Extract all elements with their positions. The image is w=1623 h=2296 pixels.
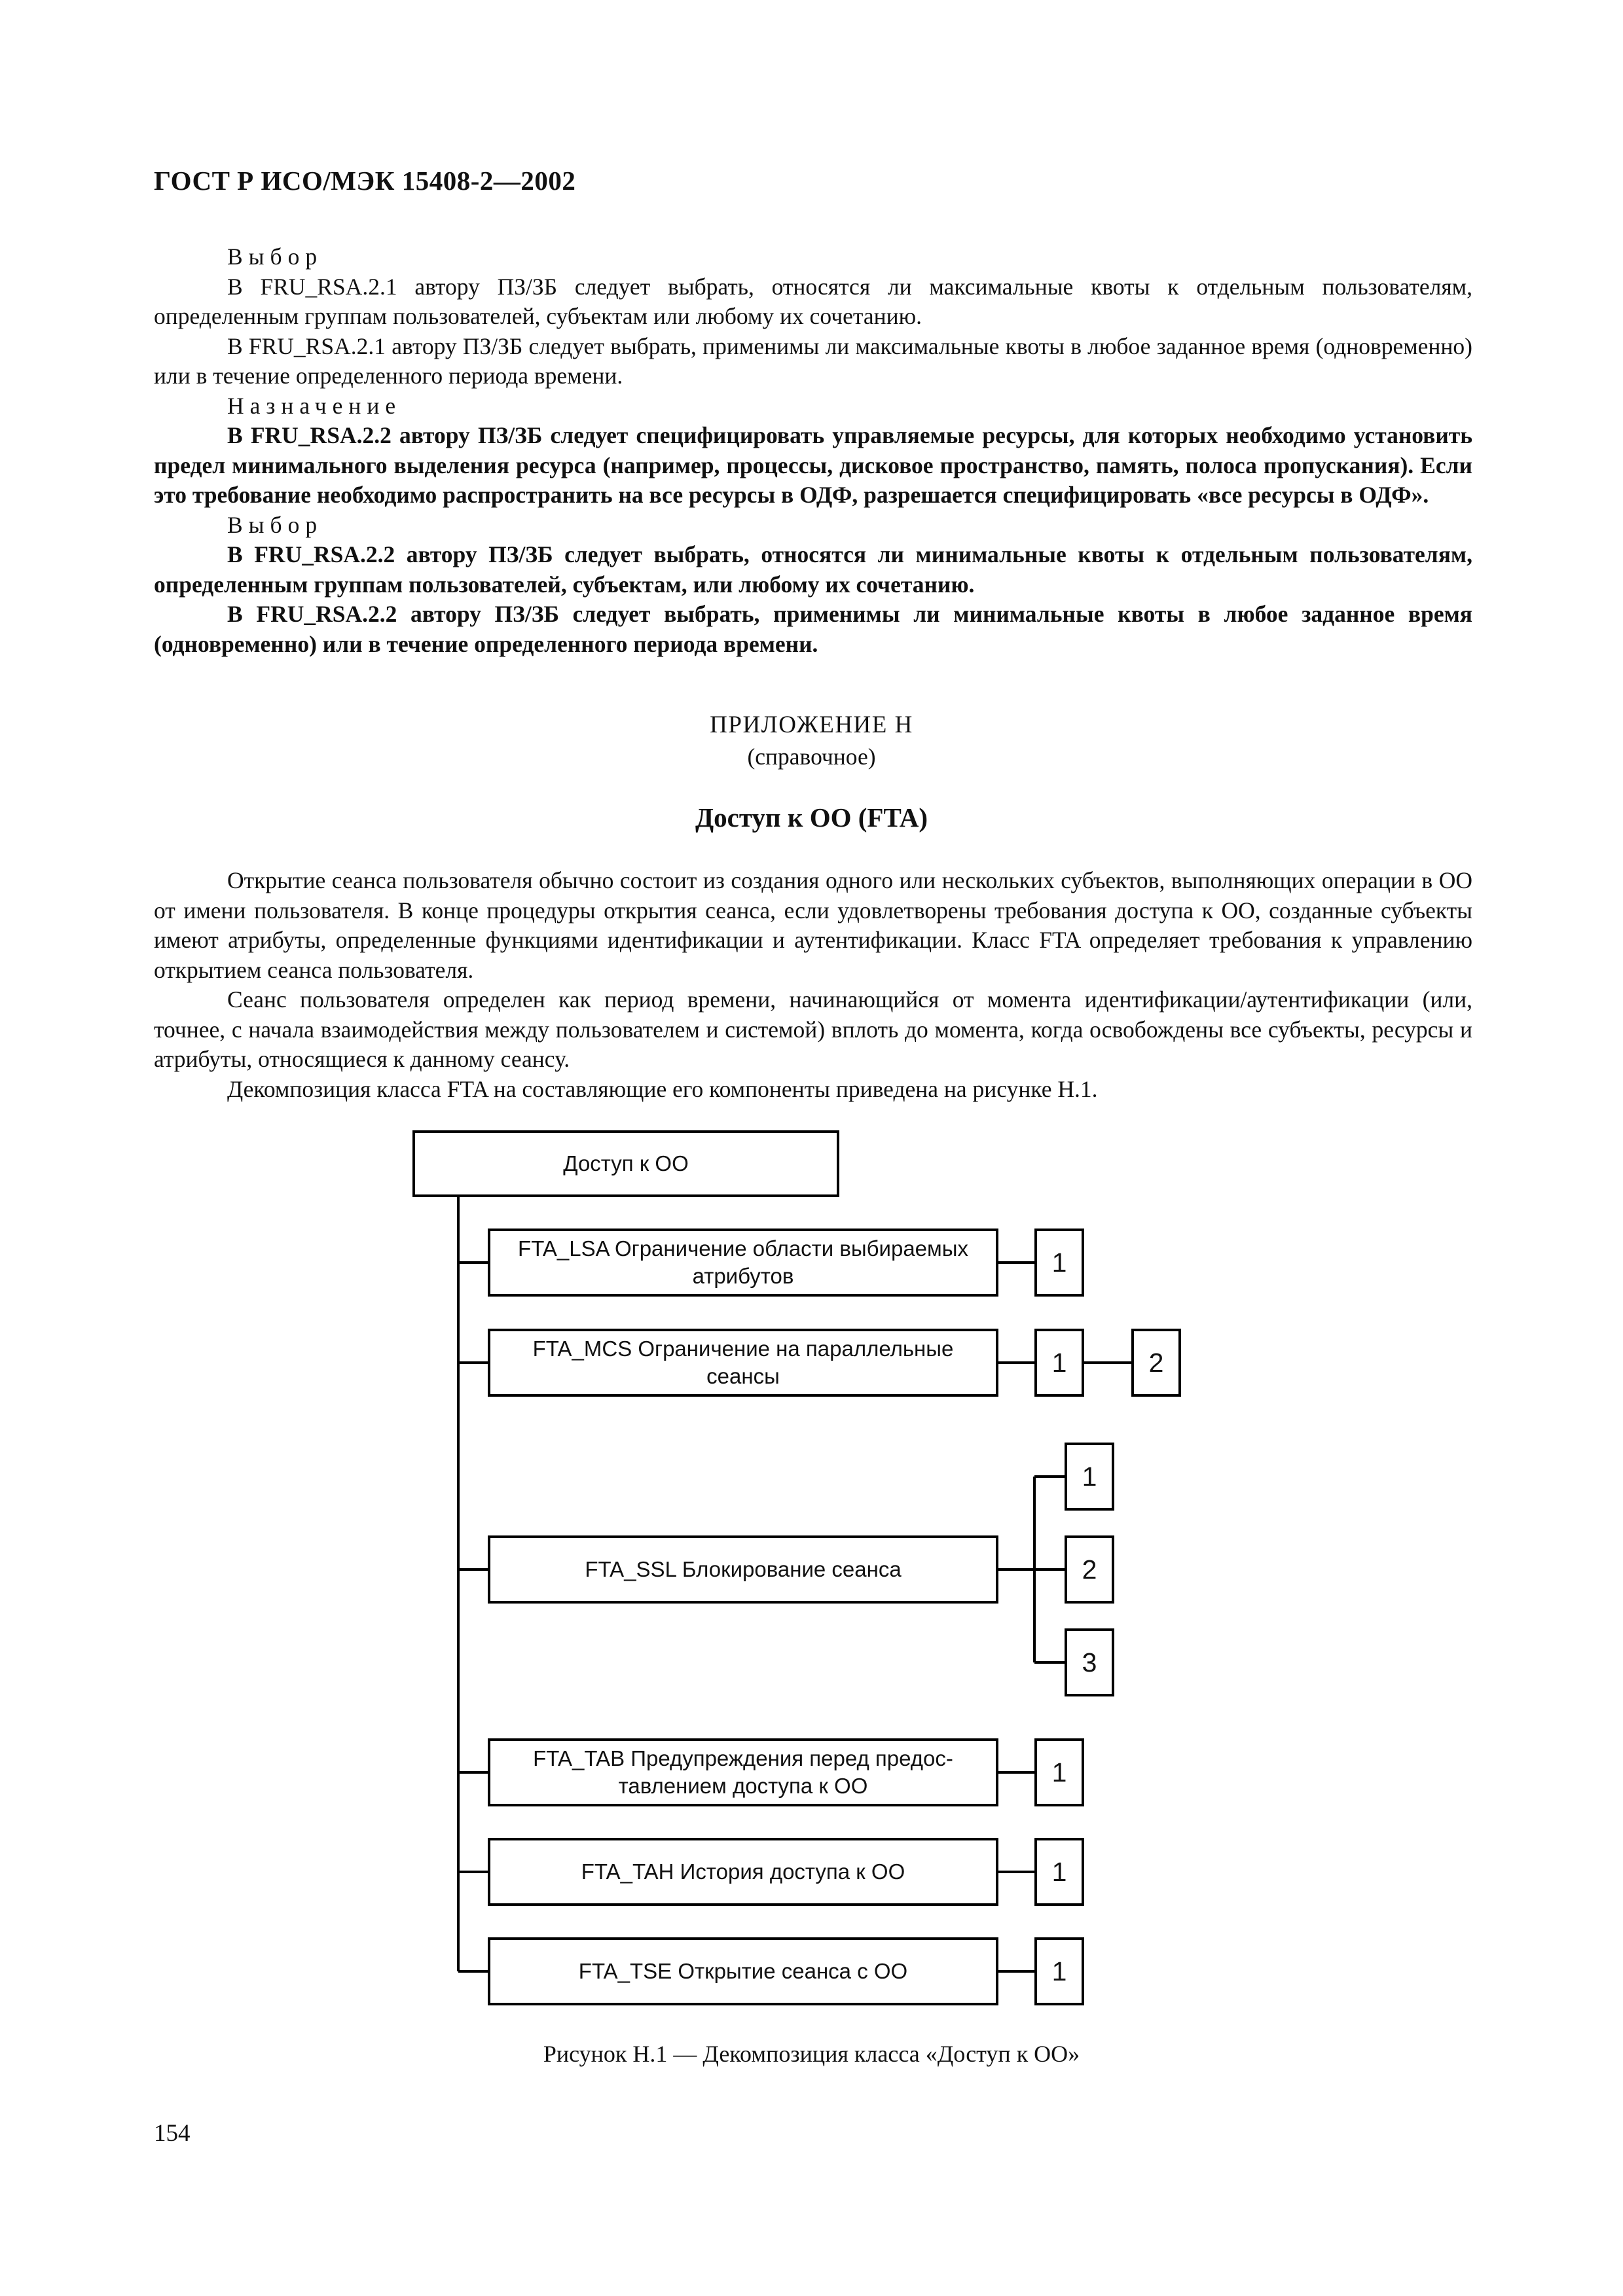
paragraph: В FRU_RSA.2.1 автору ПЗ/ЗБ следует выбрать, применимы ли максимальные квоты в любое заданное время (одновременно) или в течение определенного периода времени. bbox=[154, 332, 1472, 389]
document-header: ГОСТ Р ИСО/МЭК 15408-2—2002 bbox=[154, 166, 576, 196]
family-box bbox=[488, 1229, 998, 1297]
component-box: 1 bbox=[1034, 1229, 1084, 1297]
family-label-line: FTA_TSE Открытие сеанса с ОО bbox=[578, 1959, 908, 1983]
family-label-line: тавлением доступа к ОО bbox=[618, 1774, 868, 1798]
paragraph: В FRU_RSA.2.2 автору ПЗ/ЗБ следует специфицировать управляемые ресурсы, для которых необходимо установить предел минимального выделения ресурса (например, процессы, дисковое пространство, память, полоса пропускания). Если это требование необходимо распространить на все ресурсы в ОДФ, разрешается специфицировать «все ресурсы в ОДФ». bbox=[154, 422, 1472, 508]
diagram-root-label: Доступ к ОО bbox=[563, 1151, 689, 1175]
paragraph: В FRU_RSA.2.2 автору ПЗ/ЗБ следует выбрать, применимы ли минимальные квоты в любое заданное время (одновременно) или в течение определенного периода времени. bbox=[154, 601, 1472, 657]
appendix-title: ПРИЛОЖЕНИЕ Н bbox=[710, 711, 913, 738]
figure-caption: Рисунок Н.1 — Декомпозиция класса «Доступ к ОО» bbox=[543, 2041, 1080, 2067]
paragraph: Декомпозиция класса FTA на составляющие его компоненты приведена на рисунке Н.1. bbox=[227, 1075, 1098, 1102]
family-label-line: FTA_TAH История доступа к ОО bbox=[581, 1859, 905, 1884]
component-box: 3 bbox=[1065, 1628, 1114, 1696]
clause-heading: Выбор bbox=[227, 511, 323, 538]
family-box bbox=[488, 1329, 998, 1397]
paragraph: Открытие сеанса пользователя обычно состоит из создания одного или нескольких субъектов, выполняющих операции в ОО от имени пользователя. В конце процедуры открытия сеанса, если удовлетворены требования доступа к ОО, созданные субъекты имеют атрибуты, определенные функциями идентификации и аутентификации. Класс FTA определяет требования к управлению открытием сеанса пользователя. bbox=[154, 867, 1472, 983]
family-label-line: атрибутов bbox=[692, 1264, 794, 1288]
family-label-line: FTA_SSL Блокирование сеанса bbox=[585, 1557, 902, 1581]
appendix-subtitle: (справочное) bbox=[747, 744, 876, 770]
family-label-line: сеансы bbox=[706, 1364, 780, 1388]
family-label-line: FTA_MCS Ограничение на параллельные bbox=[532, 1336, 954, 1361]
component-box: 2 bbox=[1131, 1329, 1181, 1397]
clause-heading: Выбор bbox=[227, 243, 323, 270]
component-box: 2 bbox=[1065, 1535, 1114, 1604]
family-box bbox=[488, 1838, 998, 1906]
paragraph: Сеанс пользователя определен как период времени, начинающийся от момента идентификации/аутентификации (или, точнее, с начала взаимодействия между пользователем и системой) вплоть до момента, когда освобождены все субъекты, ресурсы и атрибуты, относящиеся к данному сеансу. bbox=[154, 986, 1472, 1072]
component-box: 1 bbox=[1034, 1329, 1084, 1397]
component-box: 1 bbox=[1065, 1443, 1114, 1511]
component-box: 1 bbox=[1034, 1738, 1084, 1806]
section-title: Доступ к ОО (FTA) bbox=[695, 802, 928, 833]
component-box: 1 bbox=[1034, 1937, 1084, 2005]
page-number: 154 bbox=[154, 2120, 191, 2147]
clause-heading: Назначение bbox=[227, 392, 402, 419]
family-label-line: FTA_LSA Ограничение области выбираемых bbox=[518, 1236, 968, 1261]
family-label-line: FTA_TAB Предупреждения перед предос- bbox=[533, 1746, 953, 1770]
component-box: 1 bbox=[1034, 1838, 1084, 1906]
diagram-root-box bbox=[412, 1130, 839, 1197]
family-box bbox=[488, 1738, 998, 1806]
family-box bbox=[488, 1937, 998, 2005]
paragraph: В FRU_RSA.2.1 автору ПЗ/ЗБ следует выбрать, относятся ли максимальные квоты к отдельным пользователям, определенным группам пользователей, субъектам или любому их сочетанию. bbox=[154, 273, 1472, 329]
paragraph: В FRU_RSA.2.2 автору ПЗ/ЗБ следует выбрать, относятся ли минимальные квоты к отдельным пользователям, определенным группам пользователей, субъектам, или любому их сочетанию. bbox=[154, 541, 1472, 598]
family-box bbox=[488, 1535, 998, 1604]
